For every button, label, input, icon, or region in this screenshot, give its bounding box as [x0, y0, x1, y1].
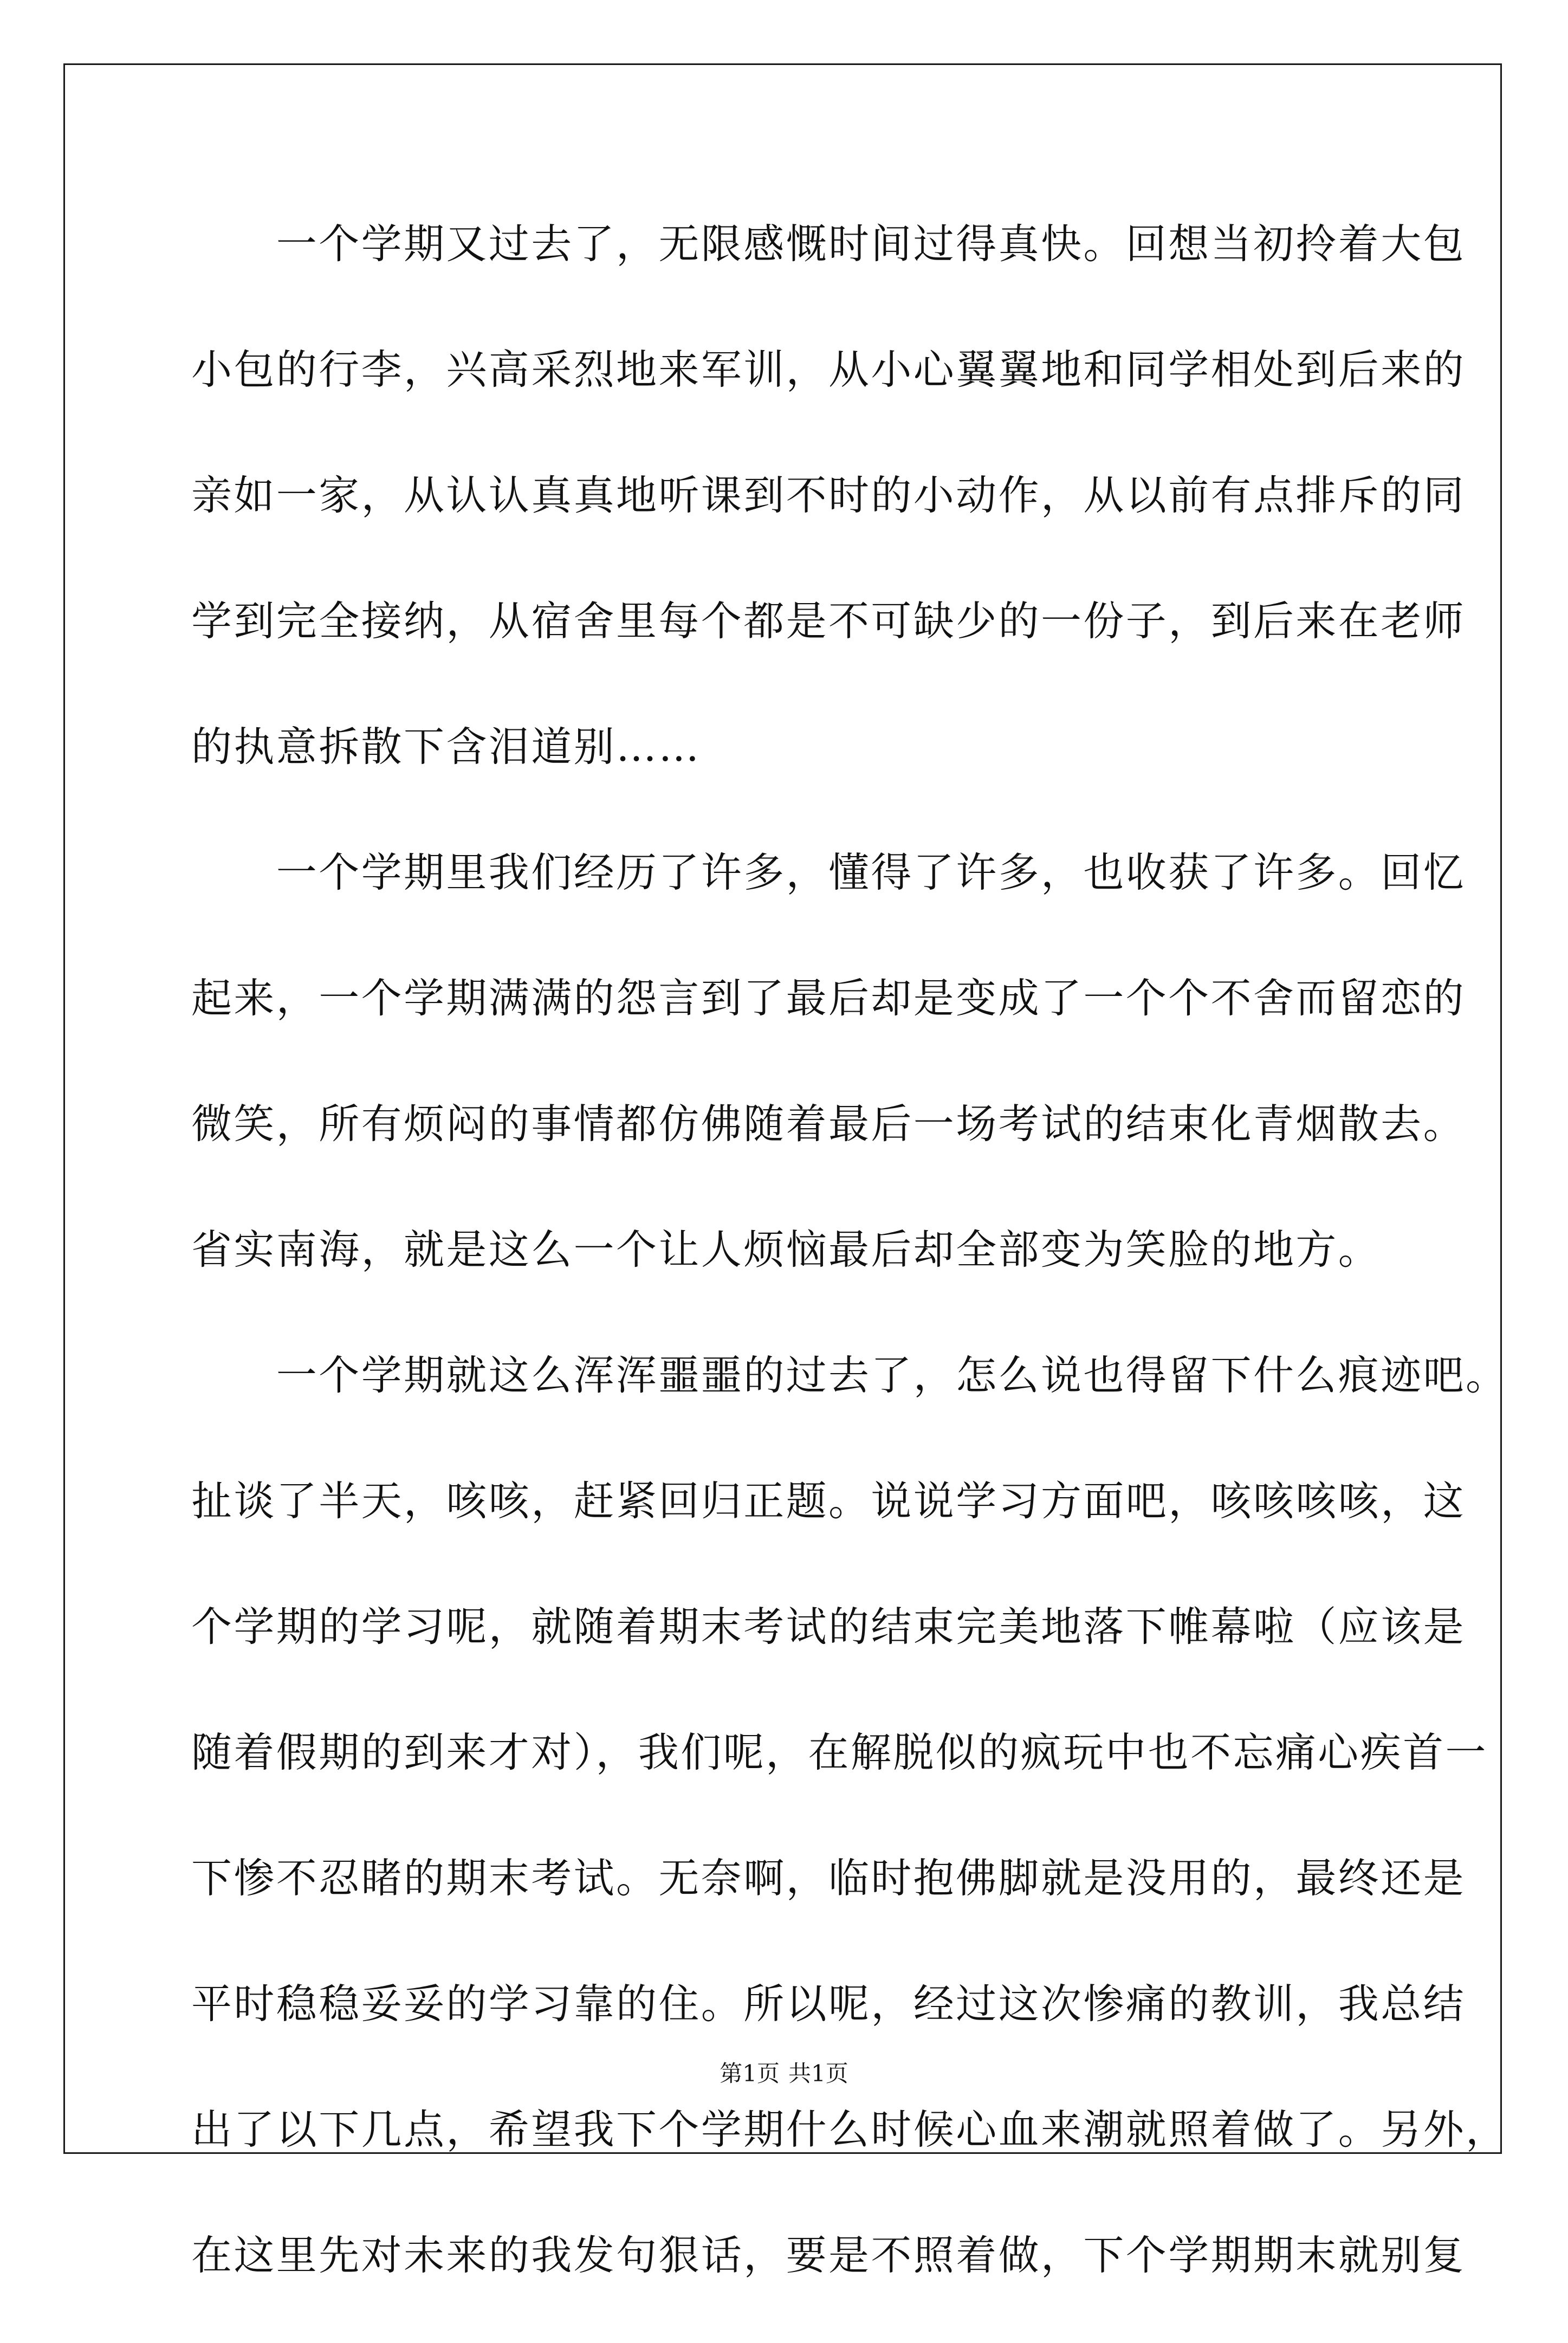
- text-line: 扯谈了半天，咳咳，赶紧回归正题。说说学习方面吧，咳咳咳咳，这: [191, 1477, 1466, 1525]
- text-line: 在这里先对未来的我发句狠话，要是不照着做，下个学期期末就别复: [191, 2231, 1466, 2279]
- text-line: 一个学期里我们经历了许多，懂得了许多，也收获了许多。回忆: [191, 849, 1466, 896]
- text-line: 出了以下几点，希望我下个学期什么时候心血来潮就照着做了。另外，: [191, 2106, 1508, 2153]
- text-line: 一个学期就这么浑浑噩噩的过去了，怎么说也得留下什么痕迹吧。: [191, 1351, 1508, 1399]
- text-line: 下惨不忍睹的期末考试。无奈啊，临时抱佛脚就是没用的，最终还是: [191, 1854, 1466, 1902]
- text-line: 亲如一家，从认认真真地听课到不时的小动作，从以前有点排斥的同: [191, 471, 1466, 519]
- text-line: 省实南海，就是这么一个让人烦恼最后却全部变为笑脸的地方。: [191, 1226, 1381, 1273]
- text-line: 平时稳稳妥妥的学习靠的住。所以呢，经过这次惨痛的教训，我总结: [191, 1980, 1466, 2028]
- text-line: 个学期的学习呢，就随着期末考试的结束完美地落下帷幕啦（应该是: [191, 1603, 1466, 1651]
- page-number: 第1页: [720, 2060, 780, 2087]
- text-line: 学到完全接纳，从宿舍里每个都是不可缺少的一份子，到后来在老师: [191, 597, 1466, 645]
- text-line: 一个学期又过去了，无限感慨时间过得真快。回想当初拎着大包: [191, 220, 1466, 268]
- text-line: 起来，一个学期满满的怨言到了最后却是变成了一个个不舍而留恋的: [191, 974, 1466, 1022]
- page-total: 共1页: [788, 2060, 848, 2087]
- document-body: [191, 206, 1508, 2343]
- text-line: 的执意拆散下含泪道别……: [191, 723, 701, 771]
- text-line: 微笑，所有烦闷的事情都仿佛随着最后一场考试的结束化青烟散去。: [191, 1100, 1466, 1148]
- text-line: 小包的行李，兴高采烈地来军训，从小心翼翼地和同学相处到后来的: [191, 346, 1466, 393]
- page-footer: [0, 2057, 1568, 2090]
- text-line: 随着假期的到来才对），我们呢，在解脱似的疯玩中也不忘痛心疾首一: [191, 1729, 1488, 1776]
